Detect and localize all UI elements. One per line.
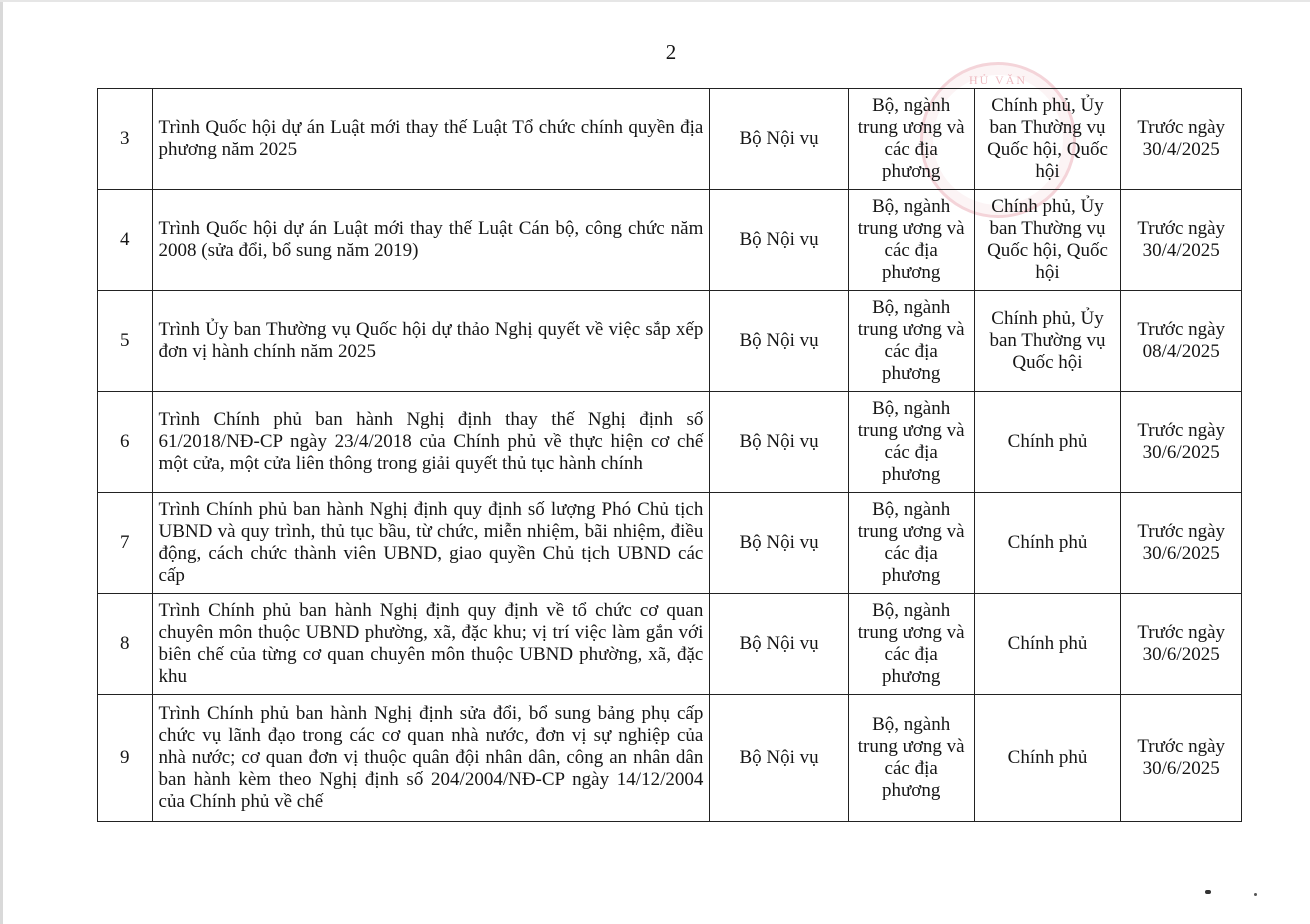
deadline: Trước ngày 30/4/2025 xyxy=(1121,89,1242,190)
table-row xyxy=(98,594,1242,695)
row-number: 9 xyxy=(98,695,153,822)
scan-speck xyxy=(1205,890,1211,894)
table-row xyxy=(98,89,1242,190)
approving-authority: Chính phủ xyxy=(974,392,1121,493)
coordinating-agencies: Bộ, ngành trung ương và các địa phương xyxy=(848,89,974,190)
lead-agency: Bộ Nội vụ xyxy=(710,493,848,594)
coordinating-agencies: Bộ, ngành trung ương và các địa phương xyxy=(848,594,974,695)
task-description: Trình Quốc hội dự án Luật mới thay thế Luật Cán bộ, công chức năm 2008 (sửa đổi, bổ sung năm 2019) xyxy=(152,190,710,291)
row-number: 4 xyxy=(98,190,153,291)
lead-agency: Bộ Nội vụ xyxy=(710,89,848,190)
deadline: Trước ngày 30/6/2025 xyxy=(1121,695,1242,822)
coordinating-agencies: Bộ, ngành trung ương và các địa phương xyxy=(848,190,974,291)
task-table xyxy=(97,88,1242,822)
row-number: 5 xyxy=(98,291,153,392)
approving-authority: Chính phủ, Ủy ban Thường vụ Quốc hội xyxy=(974,291,1121,392)
page-number: 2 xyxy=(665,40,677,64)
deadline: Trước ngày 08/4/2025 xyxy=(1121,291,1242,392)
approving-authority: Chính phủ xyxy=(974,695,1121,822)
lead-agency: Bộ Nội vụ xyxy=(710,594,848,695)
approving-authority: Chính phủ, Ủy ban Thường vụ Quốc hội, Quốc hội xyxy=(974,190,1121,291)
approving-authority: Chính phủ, Ủy ban Thường vụ Quốc hội, Quốc hội xyxy=(974,89,1121,190)
task-description: Trình Chính phủ ban hành Nghị định quy định số lượng Phó Chủ tịch UBND và quy trình, thủ tục bầu, từ chức, miễn nhiệm, bãi nhiệm, điều động, cách chức thành viên UBND, giao quyền Chủ tịch UBND các cấp xyxy=(152,493,710,594)
deadline: Trước ngày 30/6/2025 xyxy=(1121,594,1242,695)
deadline: Trước ngày 30/6/2025 xyxy=(1121,493,1242,594)
table-row xyxy=(98,291,1242,392)
scan-speck xyxy=(1254,893,1257,896)
lead-agency: Bộ Nội vụ xyxy=(710,695,848,822)
task-description: Trình Chính phủ ban hành Nghị định quy định về tổ chức cơ quan chuyên môn thuộc UBND phường, xã, đặc khu; vị trí việc làm gắn với biên chế của từng cơ quan chuyên môn thuộc UBND phường, xã, đặc khu xyxy=(152,594,710,695)
table-row xyxy=(98,392,1242,493)
deadline: Trước ngày 30/4/2025 xyxy=(1121,190,1242,291)
task-description: Trình Chính phủ ban hành Nghị định thay thế Nghị định số 61/2018/NĐ-CP ngày 23/4/2018 của Chính phủ về thực hiện cơ chế một cửa, một cửa liên thông trong giải quyết thủ tục hành chính xyxy=(152,392,710,493)
coordinating-agencies: Bộ, ngành trung ương và các địa phương xyxy=(848,493,974,594)
coordinating-agencies: Bộ, ngành trung ương và các địa phương xyxy=(848,291,974,392)
coordinating-agencies: Bộ, ngành trung ương và các địa phương xyxy=(848,695,974,822)
approving-authority: Chính phủ xyxy=(974,594,1121,695)
table-row xyxy=(98,190,1242,291)
row-number: 3 xyxy=(98,89,153,190)
table-row xyxy=(98,695,1242,822)
lead-agency: Bộ Nội vụ xyxy=(710,291,848,392)
lead-agency: Bộ Nội vụ xyxy=(710,392,848,493)
stamp-text: HỦ VĂN xyxy=(968,73,1028,87)
row-number: 8 xyxy=(98,594,153,695)
row-number: 7 xyxy=(98,493,153,594)
row-number: 6 xyxy=(98,392,153,493)
table-row xyxy=(98,493,1242,594)
page-edge-left xyxy=(0,0,3,924)
coordinating-agencies: Bộ, ngành trung ương và các địa phương xyxy=(848,392,974,493)
lead-agency: Bộ Nội vụ xyxy=(710,190,848,291)
task-description: Trình Ủy ban Thường vụ Quốc hội dự thảo Nghị quyết về việc sắp xếp đơn vị hành chính năm 2025 xyxy=(152,291,710,392)
approving-authority: Chính phủ xyxy=(974,493,1121,594)
deadline: Trước ngày 30/6/2025 xyxy=(1121,392,1242,493)
task-description: Trình Quốc hội dự án Luật mới thay thế Luật Tổ chức chính quyền địa phương năm 2025 xyxy=(152,89,710,190)
task-description: Trình Chính phủ ban hành Nghị định sửa đổi, bổ sung bảng phụ cấp chức vụ lãnh đạo trong các cơ quan nhà nước, đơn vị sự nghiệp của nhà nước; cơ quan đơn vị thuộc quân đội nhân dân, công an nhân dân ban hành kèm theo Nghị định số 204/2004/NĐ-CP ngày 14/12/2004 của Chính phủ về chế xyxy=(152,695,710,822)
page-edge-top xyxy=(0,0,1310,2)
